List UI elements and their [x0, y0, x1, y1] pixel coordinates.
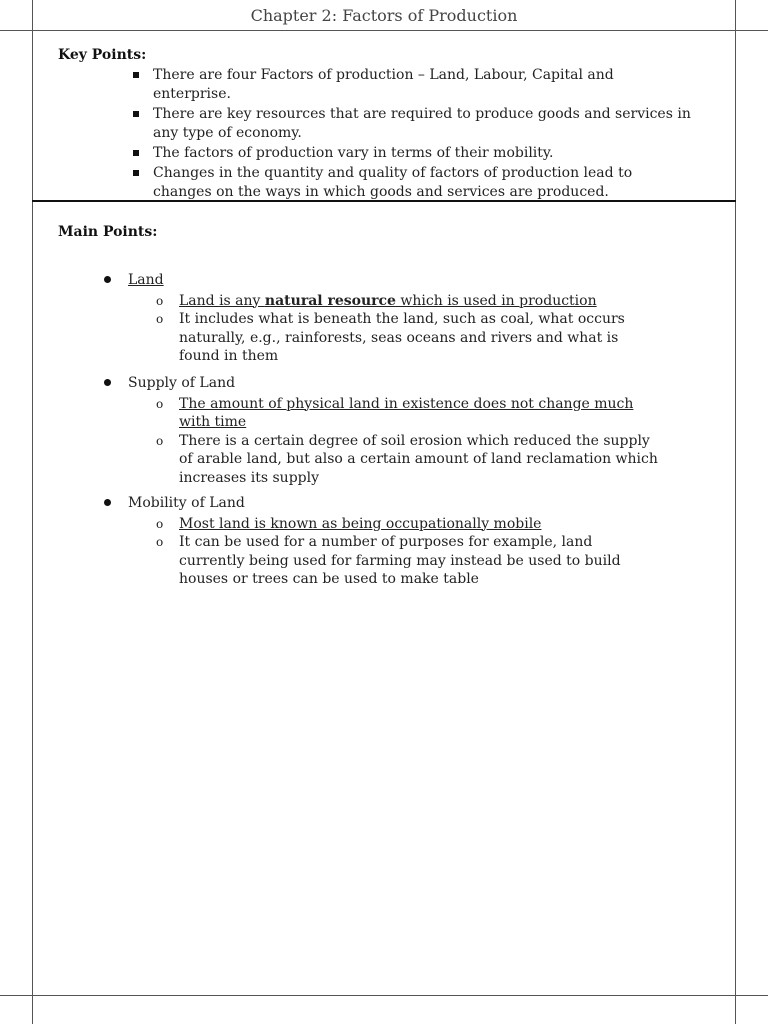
main-point-item [104, 494, 694, 589]
square-bullet-icon [133, 170, 139, 176]
round-bullet-icon [104, 499, 111, 506]
main-point-title: Land [128, 272, 164, 288]
sub-point-text: The amount of physical land in existence does not change much with time [179, 395, 634, 430]
sub-point-text: There is a certain degree of soil erosion which reduced the supply of arable land, but also a certain amount of land reclamation which increases its supply [179, 432, 658, 486]
key-point-text: Changes in the quantity and quality of factors of production lead to changes on the ways in which goods and services are produced. [153, 165, 633, 200]
sub-point-item [128, 432, 694, 488]
page-left-border [32, 0, 33, 1024]
main-points-label: Main Points: [58, 224, 158, 240]
sub-point-list [128, 395, 694, 488]
main-point-title: Supply of Land [128, 375, 236, 391]
sub-point-item [128, 292, 694, 311]
sub-point-text: It includes what is beneath the land, such as coal, what occurs naturally, e.g., rainforests, seas oceans and rivers and what is found in them [179, 311, 625, 364]
main-point-item [104, 271, 694, 366]
key-point-text: The factors of production vary in terms of their mobility. [153, 145, 554, 161]
round-bullet-icon [104, 276, 111, 283]
round-bullet-icon [104, 379, 111, 386]
key-points-label: Key Points: [58, 47, 147, 63]
circle-bullet-icon: o [156, 293, 164, 308]
circle-bullet-icon: o [156, 396, 164, 411]
sub-point-text: It can be used for a number of purposes for example, land currently being used for farming may instead be used to build houses or trees can be used to make table [179, 534, 621, 587]
list-item [133, 105, 693, 143]
list-item [133, 66, 693, 104]
sub-point-text: Most land is known as being occupationally mobile [179, 515, 542, 532]
sub-point-item [128, 395, 694, 432]
page-title: Chapter 2: Factors of Production [250, 6, 518, 25]
circle-bullet-icon: o [156, 312, 164, 326]
key-point-text: There are key resources that are required to produce goods and services in any type of economy. [153, 106, 691, 141]
circle-bullet-icon: o [156, 516, 164, 531]
square-bullet-icon [133, 72, 139, 78]
sub-point-bold-term: natural resource [264, 292, 396, 309]
sub-point-text [179, 293, 597, 309]
footer-divider [0, 995, 768, 996]
sub-point-item [128, 310, 694, 366]
key-point-text: There are four Factors of production – Land, Labour, Capital and enterprise. [153, 67, 614, 102]
main-point-supply-of-land [104, 374, 694, 487]
key-points-list [133, 66, 693, 203]
square-bullet-icon [133, 111, 139, 117]
list-item [133, 164, 693, 202]
sub-point-list [128, 515, 694, 589]
square-bullet-icon [133, 150, 139, 156]
main-point-mobility-of-land [104, 494, 694, 589]
list-item [133, 144, 693, 163]
circle-bullet-icon: o [156, 433, 164, 448]
sub-point-list [128, 292, 694, 366]
header-divider [0, 30, 768, 31]
sub-point-item [128, 533, 694, 589]
page-right-border [735, 0, 736, 1024]
circle-bullet-icon: o [156, 535, 164, 549]
sub-point-text-part: which is used in production [395, 292, 597, 309]
main-point-item [104, 374, 694, 487]
sub-point-text-part: Land is any [179, 292, 265, 309]
main-point-title: Mobility of Land [128, 495, 245, 511]
sub-point-item [128, 515, 694, 534]
main-point-land [104, 271, 694, 366]
